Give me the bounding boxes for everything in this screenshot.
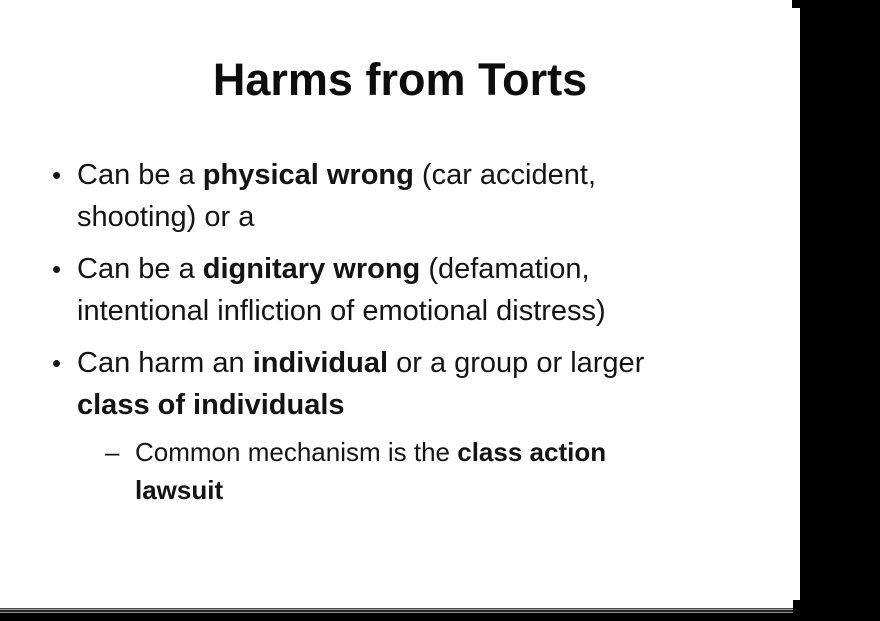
bullet-list [52, 154, 700, 509]
text-segment-bold: dignitary wrong [202, 253, 421, 285]
text-segment: Can harm an [77, 347, 253, 379]
bullet-item-harm-individual [52, 342, 700, 509]
text-segment: Can be a [77, 253, 203, 285]
text-segment: (defamation, intentional infliction of emotional distress) [77, 253, 606, 327]
bullet-item-dignitary-wrong [52, 248, 700, 332]
sub-bullet-list [105, 433, 700, 509]
bullet-item-physical-wrong [52, 154, 700, 238]
slide-title: Harms from Torts [212, 54, 588, 105]
text-segment-bold: class action lawsuit [135, 437, 607, 505]
text-segment: or a group or larger [388, 347, 645, 379]
slide-edge-shadow-stripes [0, 608, 793, 621]
text-segment: Can be a [77, 159, 203, 191]
sub-bullet-text [135, 437, 606, 505]
dash-icon: – [105, 437, 120, 467]
bullet-text [77, 347, 644, 421]
bullet-icon: • [52, 160, 62, 190]
text-segment-bold: physical wrong [202, 159, 414, 191]
bullet-text [77, 253, 606, 327]
bullet-text [77, 159, 596, 233]
bullet-icon: • [52, 254, 62, 284]
text-segment: Common mechanism is the [135, 437, 458, 467]
edge-stripe [0, 613, 793, 621]
text-segment-bold: class of individuals [77, 389, 345, 421]
sub-bullet-item-class-action [105, 433, 700, 509]
bullet-icon: • [52, 348, 62, 378]
slide-corner-shadow-bottom [793, 600, 800, 608]
slide-bottom-edge [0, 608, 880, 621]
text-segment-bold: individual [252, 347, 389, 379]
slide-corner-shadow-top [792, 0, 800, 8]
text-segment: (car accident, shooting) or a [77, 159, 597, 233]
